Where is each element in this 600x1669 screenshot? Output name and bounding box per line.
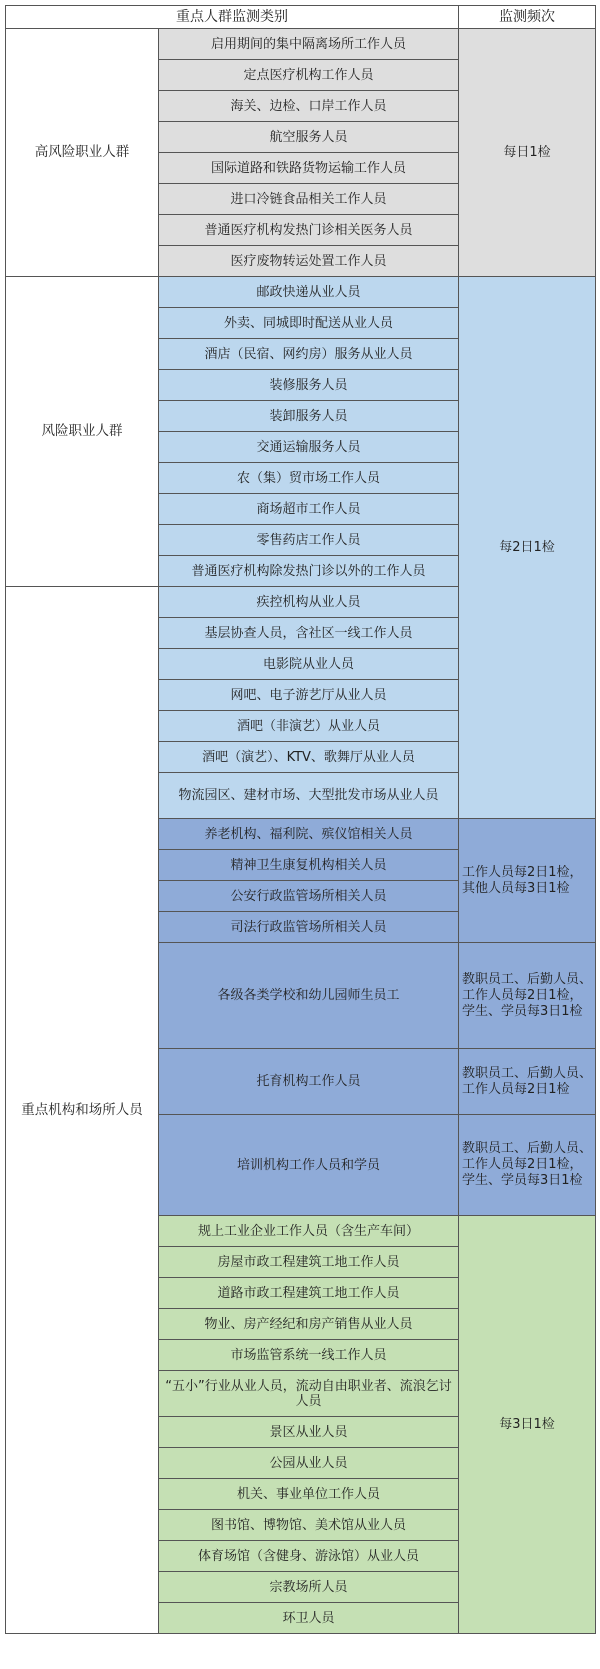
table-row: 宗教场所人员	[159, 1572, 459, 1603]
table-row: 交通运输服务人员	[159, 432, 459, 463]
table-row: 道路市政工程建筑工地工作人员	[159, 1278, 459, 1309]
table-row: 海关、边检、口岸工作人员	[159, 91, 459, 122]
table-row: 装卸服务人员	[159, 401, 459, 432]
table-row: 普通医疗机构发热门诊相关医务人员	[159, 215, 459, 246]
table-row: 网吧、电子游艺厅从业人员	[159, 680, 459, 711]
table-row: 零售药店工作人员	[159, 525, 459, 556]
table-row: 公安行政监管场所相关人员	[159, 881, 459, 912]
table-row: 基层协查人员，含社区一线工作人员	[159, 618, 459, 649]
table-row: 市场监管系统一线工作人员	[159, 1340, 459, 1371]
table-row: 酒店（民宿、网约房）服务从业人员	[159, 339, 459, 370]
table-row: 酒吧（非演艺）从业人员	[159, 711, 459, 742]
table-row: 托育机构工作人员	[159, 1049, 459, 1115]
frequency-every-2-days: 每2日1检	[459, 277, 596, 819]
table-row: 医疗废物转运处置工作人员	[159, 246, 459, 277]
frequency-every-3-days: 每3日1检	[459, 1216, 596, 1634]
table-row: 酒吧（演艺）、KTV、歌舞厅从业人员	[159, 742, 459, 773]
table-row: 邮政快递从业人员	[159, 277, 459, 308]
table-row: “五小”行业从业人员，流动自由职业者、流浪乞讨人员	[159, 1371, 459, 1417]
frequency-staff-mixed: 工作人员每2日1检，其他人员每3日1检	[459, 819, 596, 943]
table-row: 图书馆、博物馆、美术馆从业人员	[159, 1510, 459, 1541]
table-row: 外卖、同城即时配送从业人员	[159, 308, 459, 339]
table-row: 房屋市政工程建筑工地工作人员	[159, 1247, 459, 1278]
group-high-risk: 高风险职业人群	[6, 29, 159, 277]
table-row: 各级各类学校和幼儿园师生员工	[159, 943, 459, 1049]
table-row: 机关、事业单位工作人员	[159, 1479, 459, 1510]
frequency-training: 教职员工、后勤人员、工作人员每2日1检，学生、学员每3日1检	[459, 1115, 596, 1216]
table-row: 进口冷链食品相关工作人员	[159, 184, 459, 215]
frequency-daily: 每日1检	[459, 29, 596, 277]
monitoring-table	[5, 5, 596, 1634]
table-row: 培训机构工作人员和学员	[159, 1115, 459, 1216]
frequency-school: 教职员工、后勤人员、工作人员每2日1检，学生、学员每3日1检	[459, 943, 596, 1049]
table-row: 规上工业企业工作人员（含生产车间）	[159, 1216, 459, 1247]
table-row: 环卫人员	[159, 1603, 459, 1634]
table-row: 司法行政监管场所相关人员	[159, 912, 459, 943]
table-row: 定点医疗机构工作人员	[159, 60, 459, 91]
table-row: 国际道路和铁路货物运输工作人员	[159, 153, 459, 184]
table-row: 公园从业人员	[159, 1448, 459, 1479]
table-row: 普通医疗机构除发热门诊以外的工作人员	[159, 556, 459, 587]
table-row: 电影院从业人员	[159, 649, 459, 680]
table-row: 体育场馆（含健身、游泳馆）从业人员	[159, 1541, 459, 1572]
table-row: 航空服务人员	[159, 122, 459, 153]
table-row: 景区从业人员	[159, 1417, 459, 1448]
table-row: 启用期间的集中隔离场所工作人员	[159, 29, 459, 60]
table-row: 物业、房产经纪和房产销售从业人员	[159, 1309, 459, 1340]
group-risk: 风险职业人群	[6, 277, 159, 587]
table-row: 精神卫生康复机构相关人员	[159, 850, 459, 881]
table-row: 疾控机构从业人员	[159, 587, 459, 618]
header-frequency: 监测频次	[459, 6, 596, 29]
table-row: 商场超市工作人员	[159, 494, 459, 525]
table-row: 物流园区、建材市场、大型批发市场从业人员	[159, 773, 459, 819]
table-row: 养老机构、福利院、殡仪馆相关人员	[159, 819, 459, 850]
table-row: 装修服务人员	[159, 370, 459, 401]
table-row: 农（集）贸市场工作人员	[159, 463, 459, 494]
group-key-venues: 重点机构和场所人员	[6, 587, 159, 1634]
header-category: 重点人群监测类别	[6, 6, 459, 29]
frequency-nursery: 教职员工、后勤人员、工作人员每2日1检	[459, 1049, 596, 1115]
